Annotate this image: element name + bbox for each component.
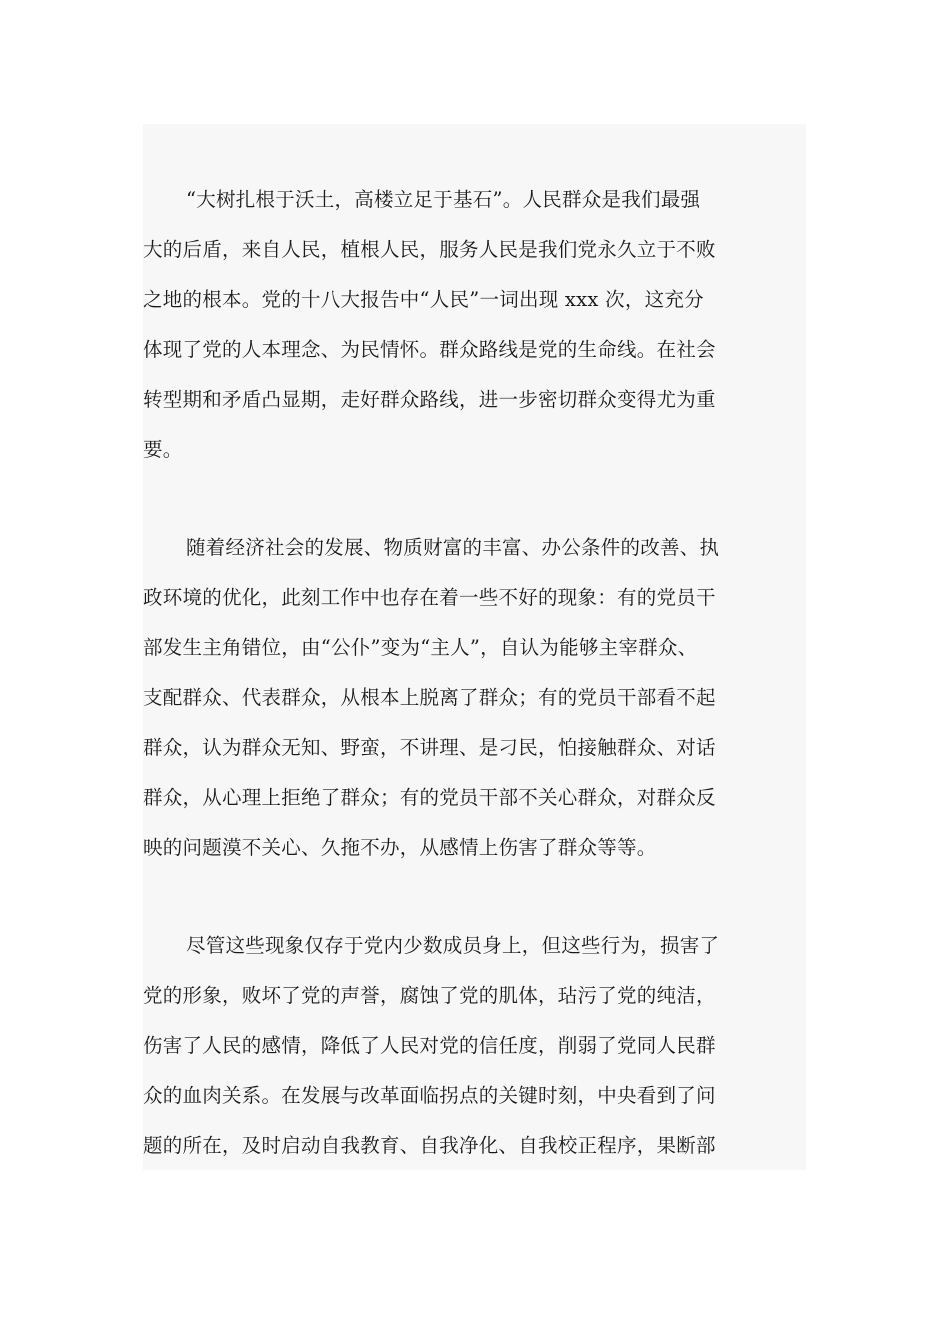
paragraph-1-line-6: 要。: [143, 438, 183, 461]
paragraph-3-line-2: 党的形象，败坏了党的声誉，腐蚀了党的肌体，玷污了党的纯洁，: [143, 984, 716, 1007]
paragraph-3-line-1: 尽管这些现象仅存于党内少数成员身上，但这些行为，损害了: [186, 934, 720, 957]
paragraph-2-line-3: 部发生主角错位，由“公仆”变为“主人”，自认为能够主宰群众、: [143, 636, 698, 659]
paragraph-2-line-1: 随着经济社会的发展、物质财富的丰富、办公条件的改善、执: [186, 536, 720, 559]
paragraph-1-line-3: 之地的根本。党的十八大报告中“人民”一词出现 xxx 次，这充分: [143, 288, 704, 311]
paragraph-2-line-4: 支配群众、代表群众，从根本上脱离了群众；有的党员干部看不起: [143, 686, 716, 709]
paragraph-3-line-3: 伤害了人民的感情，降低了人民对党的信任度，削弱了党同人民群: [143, 1034, 716, 1057]
paragraph-1-line-1: “大树扎根于沃土，高楼立足于基石”。人民群众是我们最强: [186, 188, 701, 211]
document-body: [143, 124, 806, 1170]
paragraph-2-line-2: 政环境的优化，此刻工作中也存在着一些不好的现象：有的党员干: [143, 586, 716, 609]
paragraph-2-line-5: 群众，认为群众无知、野蛮，不讲理、是刁民，怕接触群众、对话: [143, 736, 716, 759]
paragraph-1-line-4: 体现了党的人本理念、为民情怀。群众路线是党的生命线。在社会: [143, 338, 716, 361]
paragraph-1-line-5: 转型期和矛盾凸显期，走好群众路线，进一步密切群众变得尤为重: [143, 388, 716, 411]
paragraph-1-line-2: 大的后盾，来自人民，植根人民，服务人民是我们党永久立于不败: [143, 238, 716, 261]
paragraph-3-line-5: 题的所在，及时启动自我教育、自我净化、自我校正程序，果断部: [143, 1134, 716, 1157]
paragraph-2-line-7: 映的问题漠不关心、久拖不办，从感情上伤害了群众等等。: [143, 836, 657, 859]
paragraph-3-line-4: 众的血肉关系。在发展与改革面临拐点的关键时刻，中央看到了问: [143, 1084, 716, 1107]
paragraph-2-line-6: 群众，从心理上拒绝了群众；有的党员干部不关心群众，对群众反: [143, 786, 716, 809]
